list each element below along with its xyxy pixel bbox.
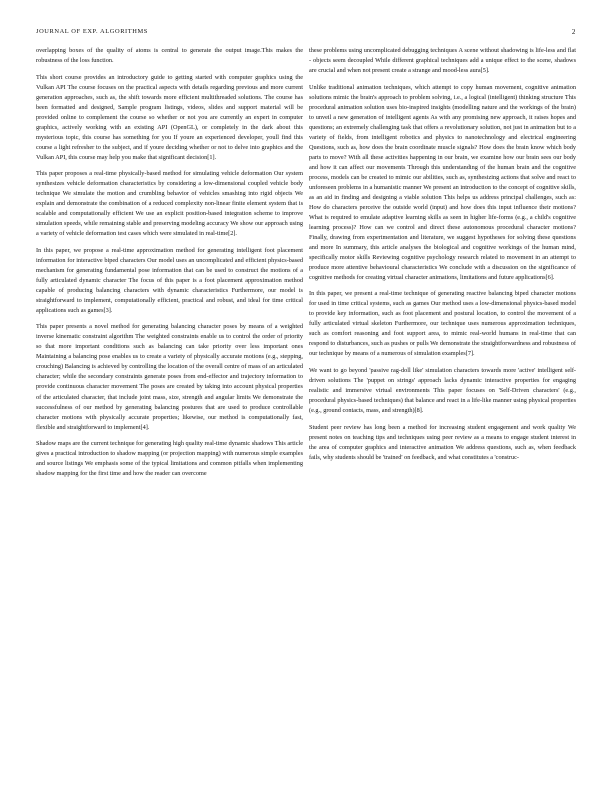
journal-name: JOURNAL OF EXP. ALGORITHMS xyxy=(36,28,148,35)
paragraph: In this paper, we propose a real-time approximation method for generating intelligent foot placement information for interactive biped characters Our model uses an uncomplicated and efficient physics-based mechanism for generating fundamental pose information that can be used to construct the motions of a fully articulated dynamic character The focus of this paper is a foot placement approximation method capable of producing balancing characters with dynamic characteristics Furthermore, our model is straightforward to implement, computationally efficient, practical and robust, and ideal for time critical applications such as games[3]. xyxy=(36,246,303,314)
paragraph: overlapping boxes of the quality of atoms is central to generate the output image.This makes the robustness of the loss function. xyxy=(36,47,303,65)
paragraph: In this paper, we present a real-time technique of generating reactive balancing biped character motions for used in time critical systems, such as games Our method uses a low-dimensional physics-based model to provide key information, such as foot placement and postural location, to control the movement of a fully articulated virtual skeleton Furthermore, our technique uses numerous approximation techniques, such as comfort reasoning and foot support area, to mimic real-world humans in real-time that can respond to disturbances, such as pushes or pulls We demonstrate the straightforwardness and robustness of our technique by means of a numerous of simulation examples[7]. xyxy=(309,290,576,358)
paragraph: Shadow maps are the current technique for generating high quality real-time dynamic shadows This article gives a practical introduction to shadow mapping (or projection mapping) with numerous simple examples and source listings We emphasis some of the typical limitations and common pitfalls when implementing shadow mapping for the first time and how the reader can overcome xyxy=(36,440,303,478)
left-column xyxy=(36,46,303,782)
paragraph: This short course provides an introductory guide to getting started with computer graphics using the Vulkan API The course focuses on the practical aspects with details regarding previous and more current generation approaches, such as, the shift towards more efficient multithreaded solutions. The course has been formatted and designed, Sample program listings, videos, slides and support material will be provided online to complement the course so whether or not you are currently an expert in computer graphics, actively working with an existing API (OpenGL), or completely in the dark about this mysterious topic, this course has something for you If youre an experienced developer, youll find this course a light refresher to the subject, and if youre deciding whether or not to delve into graphics and the Vulkan API, this course may help you make that significant decision[1]. xyxy=(36,73,303,161)
paragraph: these problems using uncomplicated debugging techniques A scene without shadowing is life-less and flat - objects seem decoupled While different graphical techniques add a unique effect to the scene, shadows are crucial and when not present create a strange and mood-less aura[5]. xyxy=(309,47,576,75)
paragraph: This paper proposes a real-time physically-based method for simulating vehicle deformation Our system synthesizes vehicle deformation characteristics by considering a low-dimensional coupled vehicle body technique We simulate the motion and crumbling behavior of vehicles smashing into rigid objects We explain and demonstrate the combination of a reduced complexity non-linear finite element system that is scalable and computationally efficient We use an explicit position-based integration scheme to improve simulation speeds, while remaining stable and preserving modeling accuracy We show our approach using a variety of vehicle deformation test cases which were simulated in real-time[2]. xyxy=(36,170,303,238)
paragraph: We want to go beyond 'passive rag-doll like' simulation characters towards more 'active' intelligent self-driven solutions The 'puppet on strings' approach lacks dynamic interactive properties for engaging realistic and immersive virtual environments This paper focuses on 'Self-Driven characters' (e.g., procedural physics-based techniques) that balance and react in a life-like manner using physical properties (e.g., ground contacts, mass, and strength)[8]. xyxy=(309,366,576,415)
right-column xyxy=(309,46,576,782)
page-number: 2 xyxy=(571,28,576,36)
paragraph: Unlike traditional animation techniques, which attempt to copy human movement, cognitive animation solutions mimic the brain's approach to problem solving, i.e., a logical (intelligent) thinking structure This procedural animation solution uses bio-inspired insights (modelling nature and the workings of the brain) to unveil a new generation of intelligent agents As with any promising new approach, it raises hopes and questions; an extremely challenging task that offers a revolutionary solution, not just in animation but to a variety of fields, from intelligent robotics and physics to nanotechnology and electrical engineering Questions, such as, how does the brain coordinate muscle signals? How does the brain know which body parts to move? With all these activities happening in our brain, we examine how our brain sees our body and how it can affect our movements Through this understanding of the human brain and the cognitive process, models can be created to mimic our abilities, such as, synthesizing actions that solve and react to unforeseen problems in a humanistic manner We present an introduction to the concept of cognitive skills, as an aid in finding and designing a viable solution This helps us address principal challenges, such as: How do characters perceive the outside world (input) and how does this input influence their motions? What is required to emulate adaptive learning skills as seen in higher life-forms (e.g., a child's cognitive learning process)? How can we control and direct these autonomous procedural character motions? Finally, drawing from experimentation and literature, we suggest hypotheses for solving these questions and more In summary, this article analyses the biological and cognitive workings of the human mind, specifically motor skills Reviewing cognitive psychology research related to movement in an attempt to produce more attentive behavioural characteristics We conclude with a discussion on the significance of cognitive methods for creating virtual character animations, limitations and future applications[6]. xyxy=(309,83,576,281)
paragraph: This paper presents a novel method for generating balancing character poses by means of a weighted inverse kinematic constraint algorithm The weighted constraints enable us to control the order of priority so that more important conditions such as balancing can take priority over less important ones Maintaining a balancing pose enables us to create a variety of physically accurate motions (e.g., stepping, crouching) Balancing is achieved by controlling the location of the overall centre of mass of an articulated character; while the secondary constraints generate poses from end-effector and trajectory information to provide continuous character movement The poses are created by taking into account physical properties of the articulated character, that include joint mass, size, strength and angular limits We demonstrate the successfulness of our method by generating balancing postures that are used to produce controllable character motions with physically accurate properties; likewise, our method is computationally fast, flexible and straightforward to implement[4]. xyxy=(36,323,303,431)
paragraph: Student peer review has long been a method for increasing student engagement and work quality We present notes on teaching tips and techniques using peer review as a means to engage student interest in the area of computer graphics and interactive animation We address questions, such as, when feedback fails, why students should be 'trained' on feedback, and what constitutes a 'construc- xyxy=(309,423,576,461)
running-header xyxy=(36,28,576,40)
